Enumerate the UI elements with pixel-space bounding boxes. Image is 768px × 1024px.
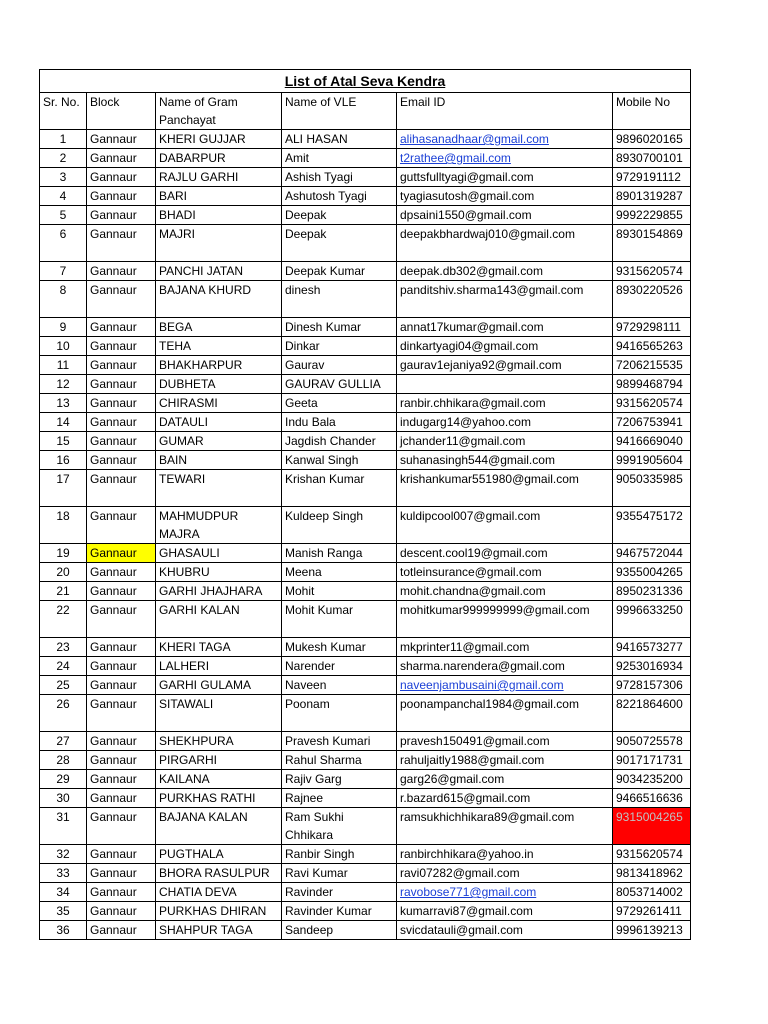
cell-mobile: 9467572044: [613, 544, 691, 563]
cell-vle-name: Mohit Kumar: [282, 601, 397, 638]
cell-sr-no: 22: [40, 601, 87, 638]
cell-sr-no: 30: [40, 789, 87, 808]
cell-block: Gannaur: [87, 206, 156, 225]
cell-vle-name: Poonam: [282, 695, 397, 732]
cell-gram-panchayat: BHORA RASULPUR: [156, 864, 282, 883]
cell-mobile: 9899468794: [613, 375, 691, 394]
cell-block: Gannaur: [87, 356, 156, 375]
cell-sr-no: 12: [40, 375, 87, 394]
col-header-sr: Sr. No.: [40, 93, 87, 130]
col-header-email: Email ID: [397, 93, 613, 130]
cell-sr-no: 18: [40, 507, 87, 544]
cell-gram-panchayat: BHAKHARPUR: [156, 356, 282, 375]
cell-gram-panchayat: SHEKHPURA: [156, 732, 282, 751]
cell-sr-no: 28: [40, 751, 87, 770]
cell-sr-no: 23: [40, 638, 87, 657]
header-row: [40, 93, 691, 130]
cell-block: Gannaur: [87, 770, 156, 789]
cell-sr-no: 4: [40, 187, 87, 206]
cell-gram-panchayat: PANCHI JATAN: [156, 262, 282, 281]
cell-mobile: 9315004265: [613, 808, 691, 845]
cell-mobile: 8901319287: [613, 187, 691, 206]
cell-vle-name: Rahul Sharma: [282, 751, 397, 770]
cell-sr-no: 31: [40, 808, 87, 845]
cell-email: guttsfulltyagi@gmail.com: [397, 168, 613, 187]
cell-email: suhanasingh544@gmail.com: [397, 451, 613, 470]
table-row: [40, 187, 691, 206]
cell-email: sharma.narendera@gmail.com: [397, 657, 613, 676]
cell-gram-panchayat: BEGA: [156, 318, 282, 337]
cell-vle-name: Deepak: [282, 225, 397, 262]
cell-gram-panchayat: TEWARI: [156, 470, 282, 507]
cell-block: Gannaur: [87, 751, 156, 770]
cell-vle-name: Kanwal Singh: [282, 451, 397, 470]
cell-vle-name: Ravinder Kumar: [282, 902, 397, 921]
cell-mobile: 8950231336: [613, 582, 691, 601]
cell-sr-no: 21: [40, 582, 87, 601]
cell-email: ravi07282@gmail.com: [397, 864, 613, 883]
cell-vle-name: Naveen: [282, 676, 397, 695]
cell-sr-no: 7: [40, 262, 87, 281]
cell-sr-no: 24: [40, 657, 87, 676]
cell-gram-panchayat: GARHI GULAMA: [156, 676, 282, 695]
cell-email: deepak.db302@gmail.com: [397, 262, 613, 281]
cell-block: Gannaur: [87, 563, 156, 582]
cell-vle-name: Ashish Tyagi: [282, 168, 397, 187]
cell-mobile: 9416565263: [613, 337, 691, 356]
cell-gram-panchayat: SHAHPUR TAGA: [156, 921, 282, 940]
cell-email: descent.cool19@gmail.com: [397, 544, 613, 563]
cell-gram-panchayat: MAHMUDPUR MAJRA: [156, 507, 282, 544]
cell-sr-no: 33: [40, 864, 87, 883]
cell-gram-panchayat: BARI: [156, 187, 282, 206]
table-row: [40, 337, 691, 356]
cell-gram-panchayat: GUMAR: [156, 432, 282, 451]
table-row: [40, 582, 691, 601]
table-row: [40, 470, 691, 507]
table-row: [40, 149, 691, 168]
col-header-vle: Name of VLE: [282, 93, 397, 130]
cell-block: Gannaur: [87, 451, 156, 470]
cell-mobile: 8053714002: [613, 883, 691, 902]
cell-vle-name: Ranbir Singh: [282, 845, 397, 864]
cell-block: Gannaur: [87, 902, 156, 921]
cell-gram-panchayat: PURKHAS RATHI: [156, 789, 282, 808]
table-row: [40, 544, 691, 563]
cell-vle-name: Sandeep: [282, 921, 397, 940]
table-row: [40, 413, 691, 432]
cell-vle-name: Indu Bala: [282, 413, 397, 432]
cell-email: deepakbhardwaj010@gmail.com: [397, 225, 613, 262]
spreadsheet: [39, 69, 690, 940]
cell-vle-name: Ravinder: [282, 883, 397, 902]
cell-block: Gannaur: [87, 432, 156, 451]
cell-email: annat17kumar@gmail.com: [397, 318, 613, 337]
cell-block: Gannaur: [87, 789, 156, 808]
cell-sr-no: 11: [40, 356, 87, 375]
cell-email: ranbir.chhikara@gmail.com: [397, 394, 613, 413]
cell-vle-name: Deepak Kumar: [282, 262, 397, 281]
cell-gram-panchayat: RAJLU GARHI: [156, 168, 282, 187]
cell-block: Gannaur: [87, 318, 156, 337]
table-row: [40, 281, 691, 318]
cell-gram-panchayat: DATAULI: [156, 413, 282, 432]
cell-mobile: 9416669040: [613, 432, 691, 451]
cell-sr-no: 14: [40, 413, 87, 432]
cell-gram-panchayat: BAIN: [156, 451, 282, 470]
table-row: [40, 751, 691, 770]
cell-email: r.bazard615@gmail.com: [397, 789, 613, 808]
cell-mobile: 9315620574: [613, 262, 691, 281]
cell-sr-no: 9: [40, 318, 87, 337]
cell-mobile: 8930700101: [613, 149, 691, 168]
col-header-gram-panchayat: Name of Gram Panchayat: [156, 93, 282, 130]
table-row: [40, 902, 691, 921]
cell-vle-name: Deepak: [282, 206, 397, 225]
cell-vle-name: Narender: [282, 657, 397, 676]
cell-mobile: 9253016934: [613, 657, 691, 676]
cell-sr-no: 35: [40, 902, 87, 921]
cell-vle-name: Ashutosh Tyagi: [282, 187, 397, 206]
cell-sr-no: 16: [40, 451, 87, 470]
cell-block: Gannaur: [87, 657, 156, 676]
title-row: [40, 70, 691, 93]
cell-sr-no: 1: [40, 130, 87, 149]
cell-sr-no: 15: [40, 432, 87, 451]
cell-gram-panchayat: GARHI KALAN: [156, 601, 282, 638]
cell-sr-no: 5: [40, 206, 87, 225]
cell-sr-no: 8: [40, 281, 87, 318]
cell-mobile: 9050725578: [613, 732, 691, 751]
cell-email[interactable]: alihasanadhaar@gmail.com: [397, 130, 613, 149]
cell-mobile: 9729298111: [613, 318, 691, 337]
table-row: [40, 563, 691, 582]
cell-mobile: 9896020165: [613, 130, 691, 149]
table-row: [40, 206, 691, 225]
cell-gram-panchayat: CHIRASMI: [156, 394, 282, 413]
cell-block: Gannaur: [87, 394, 156, 413]
cell-sr-no: 36: [40, 921, 87, 940]
cell-mobile: 9466516636: [613, 789, 691, 808]
table-row: [40, 676, 691, 695]
cell-vle-name: dinesh: [282, 281, 397, 318]
cell-email: mohit.chandna@gmail.com: [397, 582, 613, 601]
cell-sr-no: 3: [40, 168, 87, 187]
cell-block: Gannaur: [87, 130, 156, 149]
cell-sr-no: 29: [40, 770, 87, 789]
cell-gram-panchayat: GARHI JHAJHARA: [156, 582, 282, 601]
cell-block: Gannaur: [87, 262, 156, 281]
table-row: [40, 130, 691, 149]
cell-email: kumarravi87@gmail.com: [397, 902, 613, 921]
cell-email[interactable]: t2rathee@gmail.com: [397, 149, 613, 168]
cell-sr-no: 25: [40, 676, 87, 695]
cell-gram-panchayat: GHASAULI: [156, 544, 282, 563]
table-row: [40, 789, 691, 808]
cell-mobile: 9992229855: [613, 206, 691, 225]
cell-email[interactable]: naveenjambusaini@gmail.com: [397, 676, 613, 695]
cell-email: totleinsurance@gmail.com: [397, 563, 613, 582]
cell-gram-panchayat: SITAWALI: [156, 695, 282, 732]
cell-mobile: 8930220526: [613, 281, 691, 318]
cell-block: Gannaur: [87, 168, 156, 187]
cell-block: Gannaur: [87, 601, 156, 638]
cell-vle-name: ALI HASAN: [282, 130, 397, 149]
cell-sr-no: 2: [40, 149, 87, 168]
table-row: [40, 845, 691, 864]
table-title: List of Atal Seva Kendra: [40, 70, 691, 93]
cell-gram-panchayat: DUBHETA: [156, 375, 282, 394]
cell-mobile: 9996633250: [613, 601, 691, 638]
cell-vle-name: Manish Ranga: [282, 544, 397, 563]
cell-mobile: 8930154869: [613, 225, 691, 262]
cell-gram-panchayat: BAJANA KALAN: [156, 808, 282, 845]
cell-mobile: 9729191112: [613, 168, 691, 187]
cell-sr-no: 32: [40, 845, 87, 864]
cell-email: [397, 375, 613, 394]
cell-email: svicdatauli@gmail.com: [397, 921, 613, 940]
cell-block: Gannaur: [87, 544, 156, 563]
cell-mobile: 7206215535: [613, 356, 691, 375]
table-row: [40, 695, 691, 732]
cell-mobile: 9355475172: [613, 507, 691, 544]
cell-email: rahuljaitly1988@gmail.com: [397, 751, 613, 770]
cell-block: Gannaur: [87, 337, 156, 356]
cell-sr-no: 34: [40, 883, 87, 902]
cell-mobile: 9355004265: [613, 563, 691, 582]
cell-vle-name: Dinesh Kumar: [282, 318, 397, 337]
table-row: [40, 451, 691, 470]
table-row: [40, 394, 691, 413]
cell-vle-name: Jagdish Chander: [282, 432, 397, 451]
col-header-block: Block: [87, 93, 156, 130]
cell-block: Gannaur: [87, 845, 156, 864]
cell-email: garg26@gmail.com: [397, 770, 613, 789]
cell-block: Gannaur: [87, 507, 156, 544]
cell-email: jchander11@gmail.com: [397, 432, 613, 451]
table-row: [40, 657, 691, 676]
cell-mobile: 9050335985: [613, 470, 691, 507]
cell-block: Gannaur: [87, 413, 156, 432]
cell-email: panditshiv.sharma143@gmail.com: [397, 281, 613, 318]
cell-email[interactable]: ravobose771@gmail.com: [397, 883, 613, 902]
cell-gram-panchayat: MAJRI: [156, 225, 282, 262]
cell-block: Gannaur: [87, 676, 156, 695]
cell-block: Gannaur: [87, 582, 156, 601]
cell-email: pravesh150491@gmail.com: [397, 732, 613, 751]
table-row: [40, 883, 691, 902]
table-row: [40, 638, 691, 657]
cell-block: Gannaur: [87, 187, 156, 206]
cell-email: kuldipcool007@gmail.com: [397, 507, 613, 544]
table-row: [40, 808, 691, 845]
cell-sr-no: 6: [40, 225, 87, 262]
cell-block: Gannaur: [87, 864, 156, 883]
table-row: [40, 601, 691, 638]
cell-mobile: 9416573277: [613, 638, 691, 657]
cell-block: Gannaur: [87, 638, 156, 657]
cell-gram-panchayat: PIRGARHI: [156, 751, 282, 770]
cell-vle-name: Gaurav: [282, 356, 397, 375]
cell-email: gaurav1ejaniya92@gmail.com: [397, 356, 613, 375]
cell-vle-name: Ravi Kumar: [282, 864, 397, 883]
cell-mobile: 9315620574: [613, 845, 691, 864]
cell-vle-name: Kuldeep Singh: [282, 507, 397, 544]
table-row: [40, 507, 691, 544]
cell-gram-panchayat: KAILANA: [156, 770, 282, 789]
cell-email: mohitkumar999999999@gmail.com: [397, 601, 613, 638]
table-row: [40, 770, 691, 789]
cell-sr-no: 26: [40, 695, 87, 732]
cell-email: krishankumar551980@gmail.com: [397, 470, 613, 507]
table-row: [40, 732, 691, 751]
cell-gram-panchayat: BHADI: [156, 206, 282, 225]
cell-mobile: 7206753941: [613, 413, 691, 432]
cell-vle-name: Dinkar: [282, 337, 397, 356]
cell-sr-no: 17: [40, 470, 87, 507]
cell-block: Gannaur: [87, 149, 156, 168]
table-row: [40, 168, 691, 187]
cell-email: dinkartyagi04@gmail.com: [397, 337, 613, 356]
vle-table: [39, 69, 691, 940]
cell-mobile: 9017171731: [613, 751, 691, 770]
cell-block: Gannaur: [87, 695, 156, 732]
table-row: [40, 318, 691, 337]
cell-mobile: 9034235200: [613, 770, 691, 789]
cell-block: Gannaur: [87, 281, 156, 318]
cell-gram-panchayat: TEHA: [156, 337, 282, 356]
cell-email: ranbirchhikara@yahoo.in: [397, 845, 613, 864]
cell-block: Gannaur: [87, 225, 156, 262]
cell-vle-name: Mohit: [282, 582, 397, 601]
cell-vle-name: Ram Sukhi Chhikara: [282, 808, 397, 845]
cell-block: Gannaur: [87, 470, 156, 507]
cell-mobile: 8221864600: [613, 695, 691, 732]
cell-email: tyagiasutosh@gmail.com: [397, 187, 613, 206]
cell-gram-panchayat: DABARPUR: [156, 149, 282, 168]
cell-gram-panchayat: PUGTHALA: [156, 845, 282, 864]
cell-email: poonampanchal1984@gmail.com: [397, 695, 613, 732]
cell-gram-panchayat: PURKHAS DHIRAN: [156, 902, 282, 921]
table-row: [40, 921, 691, 940]
cell-block: Gannaur: [87, 883, 156, 902]
table-row: [40, 262, 691, 281]
cell-block: Gannaur: [87, 375, 156, 394]
cell-gram-panchayat: KHERI TAGA: [156, 638, 282, 657]
cell-block: Gannaur: [87, 732, 156, 751]
cell-sr-no: 10: [40, 337, 87, 356]
cell-block: Gannaur: [87, 921, 156, 940]
cell-gram-panchayat: LALHERI: [156, 657, 282, 676]
table-row: [40, 432, 691, 451]
table-row: [40, 356, 691, 375]
cell-sr-no: 13: [40, 394, 87, 413]
cell-vle-name: Rajnee: [282, 789, 397, 808]
cell-email: ramsukhichhikara89@gmail.com: [397, 808, 613, 845]
table-row: [40, 375, 691, 394]
cell-mobile: 9729261411: [613, 902, 691, 921]
cell-mobile: 9728157306: [613, 676, 691, 695]
cell-gram-panchayat: KHUBRU: [156, 563, 282, 582]
cell-sr-no: 19: [40, 544, 87, 563]
cell-vle-name: Rajiv Garg: [282, 770, 397, 789]
table-row: [40, 864, 691, 883]
table-row: [40, 225, 691, 262]
cell-sr-no: 20: [40, 563, 87, 582]
cell-mobile: 9991905604: [613, 451, 691, 470]
cell-mobile: 9813418962: [613, 864, 691, 883]
cell-email: mkprinter11@gmail.com: [397, 638, 613, 657]
cell-block: Gannaur: [87, 808, 156, 845]
cell-gram-panchayat: KHERI GUJJAR: [156, 130, 282, 149]
cell-vle-name: Pravesh Kumari: [282, 732, 397, 751]
cell-vle-name: Krishan Kumar: [282, 470, 397, 507]
cell-vle-name: Amit: [282, 149, 397, 168]
cell-gram-panchayat: BAJANA KHURD: [156, 281, 282, 318]
cell-vle-name: Meena: [282, 563, 397, 582]
cell-mobile: 9315620574: [613, 394, 691, 413]
cell-mobile: 9996139213: [613, 921, 691, 940]
cell-vle-name: Mukesh Kumar: [282, 638, 397, 657]
cell-gram-panchayat: CHATIA DEVA: [156, 883, 282, 902]
col-header-mobile: Mobile No: [613, 93, 691, 130]
cell-email: indugarg14@yahoo.com: [397, 413, 613, 432]
cell-vle-name: GAURAV GULLIA: [282, 375, 397, 394]
cell-vle-name: Geeta: [282, 394, 397, 413]
cell-sr-no: 27: [40, 732, 87, 751]
cell-email: dpsaini1550@gmail.com: [397, 206, 613, 225]
